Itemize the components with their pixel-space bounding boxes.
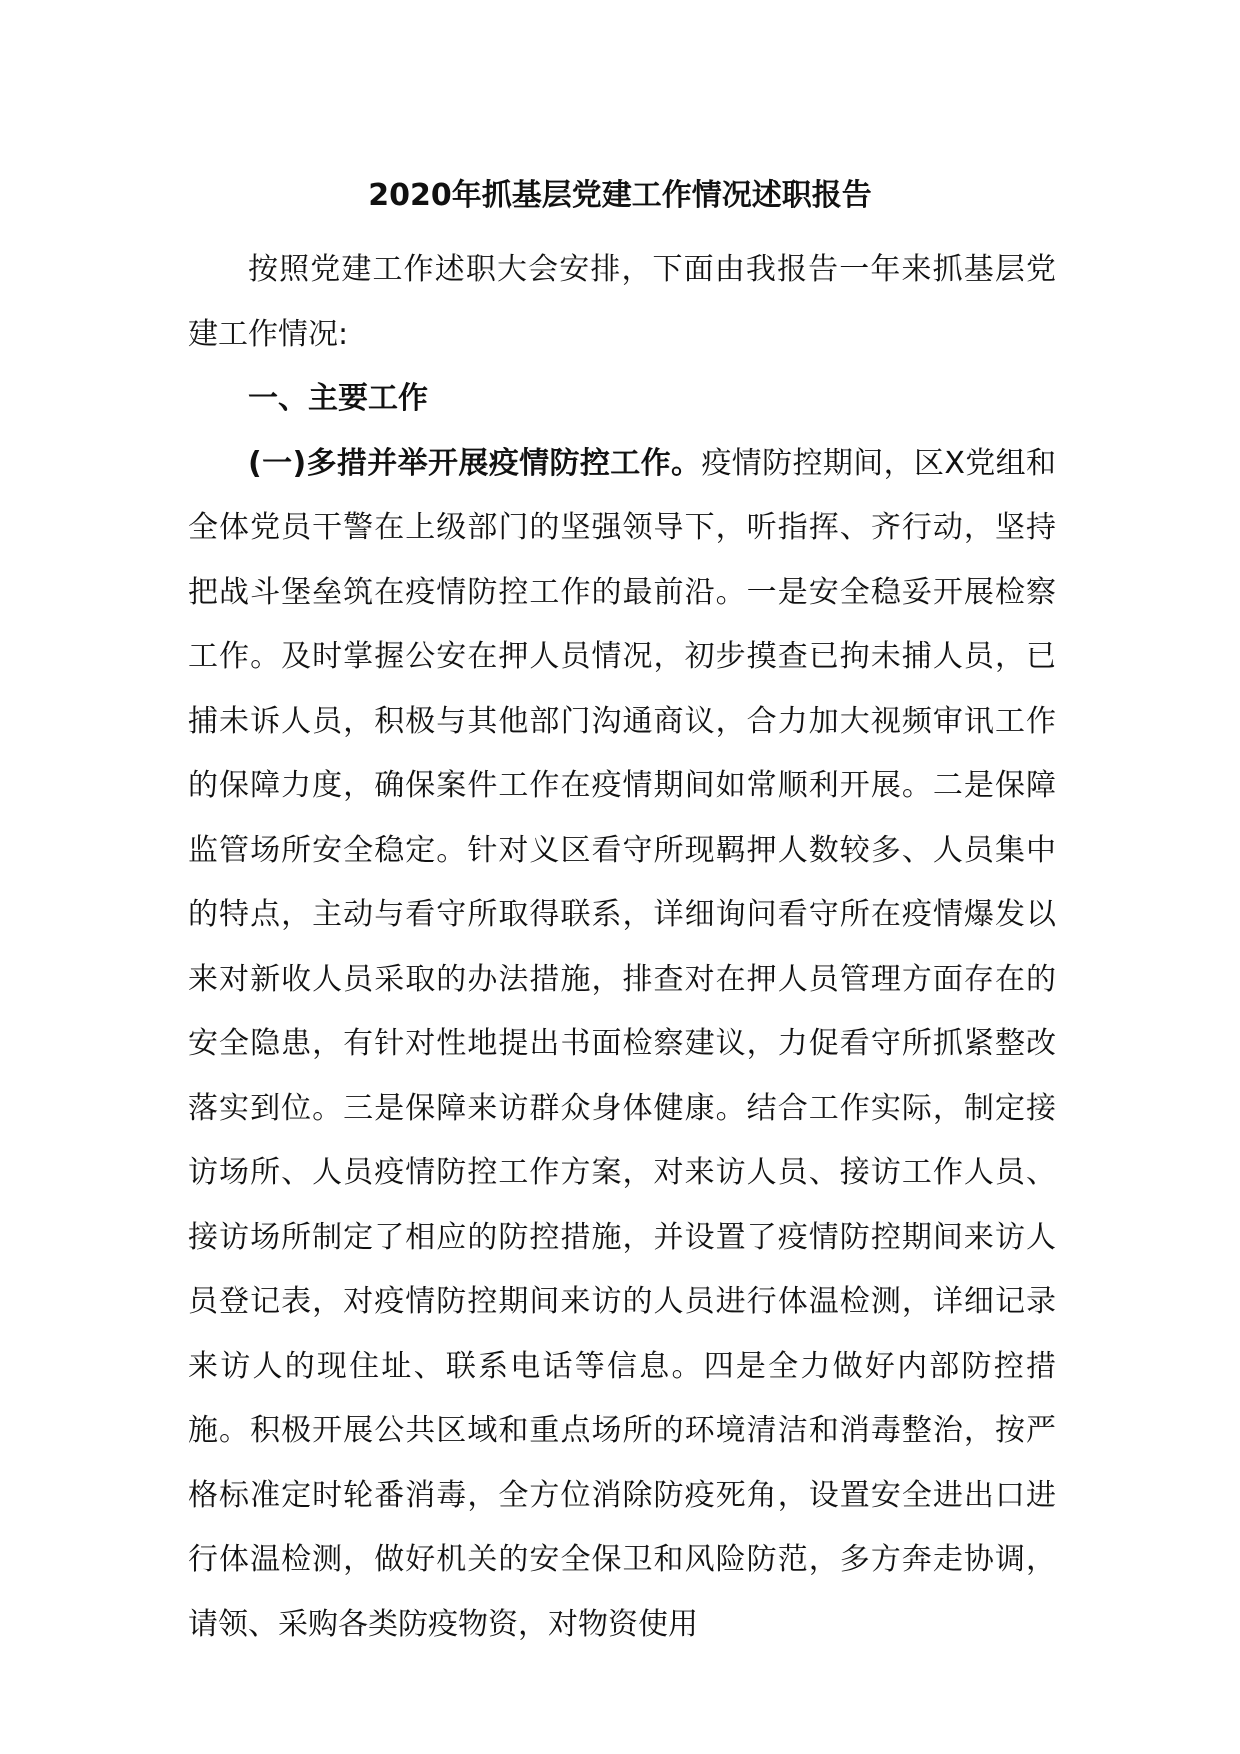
document-title: 2020年抓基层党建工作情况述职报告 — [368, 178, 872, 213]
section-heading-main-work: 一、主要工作 — [248, 381, 428, 416]
subsection-lead: (一)多措并举开展疫情防控工作。 — [248, 445, 702, 481]
subsection-body: 疫情防控期间，区X党组和全体党员干警在上级部门的坚强领导下，听指挥、齐行动，坚持把战斗堡垒筑在疫情防控工作的最前沿。一是安全稳妥开展检察工作。及时掌握公安在押人员情况，初步摸查已拘未捕人员，已捕未诉人员，积极与其他部门沟通商议，合力加大视频审讯工作的保障力度，确保案件工作在疫情期间如常顺利开展。二是保障监管场所安全稳定。针对义区看守所现羁押人数较多、人员集中的特点，主动与看守所取得联系，详细询问看守所在疫情爆发以来对新收人员采取的办法措施，排查对在押人员管理方面存在的安全隐患，有针对性地提出书面检察建议，力促看守所抓紧整改落实到位。三是保障来访群众身体健康。结合工作实际，制定接访场所、人员疫情防控工作方案，对来访人员、接访工作人员、接访场所制定了相应的防控措施，并设置了疫情防控期间来访人员登记表，对疫情防控期间来访的人员进行体温检测，详细记录来访人的现住址、联系电话等信息。四是全力做好内部防控措施。积极开展公共区域和重点场所的环境清洁和消毒整治，按严格标准定时轮番消毒，全方位消除防疫死角，设置安全进出口进行体温检测，做好机关的安全保卫和风险防范，多方奔走协调，请领、采购各类防疫物资，对物资使用 — [188, 445, 1056, 1642]
document-body — [188, 238, 1056, 1657]
subsection-paragraph-epidemic-control — [188, 432, 1056, 1658]
intro-paragraph: 按照党建工作述职大会安排，下面由我报告一年来抓基层党建工作情况: — [188, 252, 1056, 352]
